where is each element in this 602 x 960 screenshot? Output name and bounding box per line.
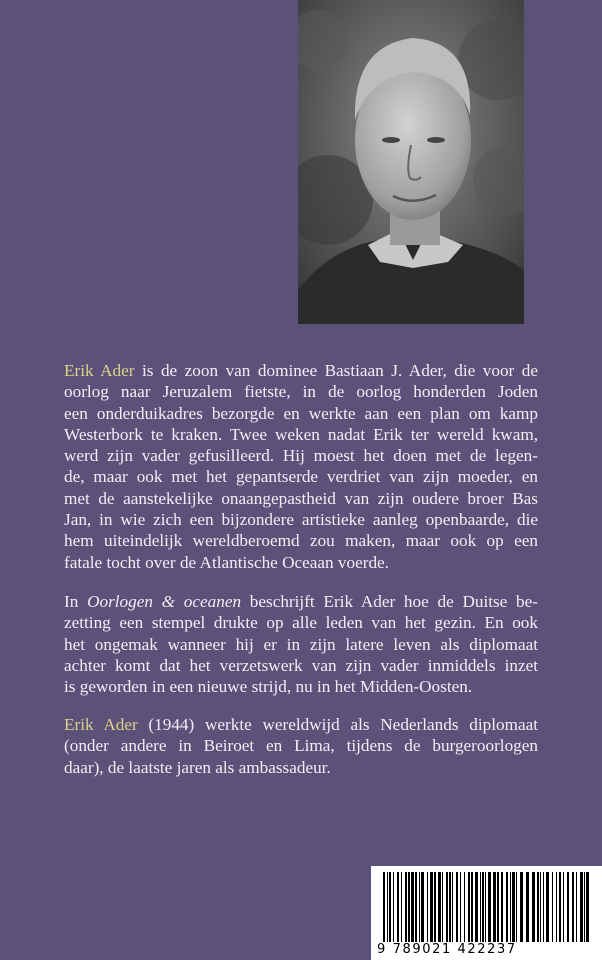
barcode-bars	[383, 872, 591, 944]
barcode-bar	[520, 872, 523, 944]
text-line: Jan, in wie zich een bijzondere artistieke aanleg openbaarde, die	[64, 510, 538, 530]
text-line: is geworden in een nieuwe strijd, nu in het Midden-Oosten.	[64, 677, 473, 697]
barcode-bar	[405, 872, 407, 944]
barcode-bar	[434, 872, 436, 944]
text-line: met de aanstekelijke onaangepastheid van zijn oudere broer Bas	[64, 488, 538, 508]
barcode-bar	[456, 872, 458, 944]
barcode-bar	[540, 872, 541, 944]
isbn-barcode	[371, 866, 602, 960]
barcode-bar	[556, 872, 557, 944]
barcode-bar	[559, 872, 561, 944]
barcode-bar	[421, 872, 424, 944]
barcode-bar	[510, 872, 511, 944]
barcode-bar	[537, 872, 539, 944]
barcode-bar	[464, 872, 465, 944]
barcode-bar	[393, 872, 394, 944]
bio-paragraph	[64, 360, 538, 573]
text-line: oorlog naar Jeruzalem fietste, in de oorlog honderden Joden	[64, 382, 538, 402]
barcode-bar	[401, 872, 402, 944]
barcode-bar	[546, 872, 549, 944]
barcode-bar	[452, 872, 453, 944]
barcode-bar	[497, 872, 499, 944]
text-line: de, maar ook met het gepantserde verdriet van zijn moeder, en	[64, 467, 538, 487]
isbn-number: 9 789021 422237	[377, 942, 597, 957]
text-line: zetting een stempel drukte op alle leden van het gezin. En ook	[64, 613, 538, 633]
author-bio-paragraph	[64, 714, 538, 778]
barcode-bar	[383, 872, 385, 944]
barcode-bar	[438, 872, 441, 944]
barcode-bar	[584, 872, 585, 944]
barcode-bar	[567, 872, 569, 944]
barcode-bar	[411, 872, 414, 944]
text-line: Erik Ader (1944) werkte wereldwijd als Nederlands diplomaat	[64, 715, 538, 734]
barcode-bar	[501, 872, 503, 944]
barcode-bar	[576, 872, 577, 944]
barcode-bar	[415, 872, 417, 944]
barcode-bar	[471, 872, 473, 944]
barcode-bar	[516, 872, 517, 944]
barcode-bar	[442, 872, 443, 944]
text-line: daar), de laatste jaren als ambassadeur.	[64, 757, 331, 777]
barcode-bar	[552, 872, 553, 944]
barcode-bar	[506, 872, 508, 944]
barcode-bar	[468, 872, 470, 944]
book-title: Oorlogen & oceanen	[87, 592, 242, 611]
barcode-bar	[493, 872, 496, 944]
text-line: hem uiteindelijk wereldberoemd zou maken, maar ook op een	[64, 531, 538, 551]
text-line: achter komt dat het verzetswerk van zijn vader inmiddels inzet	[64, 655, 538, 675]
author-portrait-image	[298, 0, 524, 324]
barcode-bar	[460, 872, 461, 944]
barcode-bar	[449, 872, 451, 944]
author-name: Erik Ader	[64, 361, 135, 380]
text-line: Erik Ader is de zoon van dominee Bastiaan J. Ader, die voor de	[64, 361, 538, 380]
barcode-bar	[387, 872, 388, 944]
barcode-bar	[480, 872, 481, 944]
text-line: werd zijn vader gefusilleerd. Hij moest het doen met de legen-	[64, 446, 538, 466]
barcode-bar	[488, 872, 491, 944]
barcode-bar	[475, 872, 478, 944]
barcode-bar	[563, 872, 564, 944]
text-line: In Oorlogen & oceanen beschrijft Erik Ader hoe de Duitse be-	[64, 592, 539, 611]
barcode-bar	[482, 872, 484, 944]
barcode-bar	[427, 872, 428, 944]
barcode-bar	[586, 872, 589, 944]
barcode-bar	[408, 872, 410, 944]
text-line: (onder andere in Beiroet en Lima, tijdens de burgeroorlogen	[64, 736, 538, 756]
text-line: het ongemak wanneer hij er in zijn latere leven als diplomaat	[64, 634, 538, 654]
barcode-bar	[526, 872, 529, 944]
barcode-bar	[389, 872, 391, 944]
barcode-bar	[419, 872, 420, 944]
book-summary-paragraph	[64, 591, 538, 697]
barcode-bar	[446, 872, 448, 944]
barcode-bar	[532, 872, 535, 944]
barcode-bar	[543, 872, 544, 944]
barcode-bar	[430, 872, 433, 944]
barcode-bar	[397, 872, 399, 944]
text-line: fatale tocht over de Atlantische Oceaan voerde.	[64, 552, 389, 572]
barcode-bar	[572, 872, 574, 944]
author-photo	[298, 0, 524, 324]
barcode-bar	[512, 872, 515, 944]
barcode-bar	[485, 872, 486, 944]
text-line: Westerbork te kraken. Twee weken nadat Erik ter wereld kwam,	[64, 424, 538, 444]
author-name: Erik Ader	[64, 715, 138, 734]
text-line: een onderduikadres bezorgde en werkte aan een plan om kamp	[64, 403, 538, 423]
barcode-bar	[580, 872, 583, 944]
